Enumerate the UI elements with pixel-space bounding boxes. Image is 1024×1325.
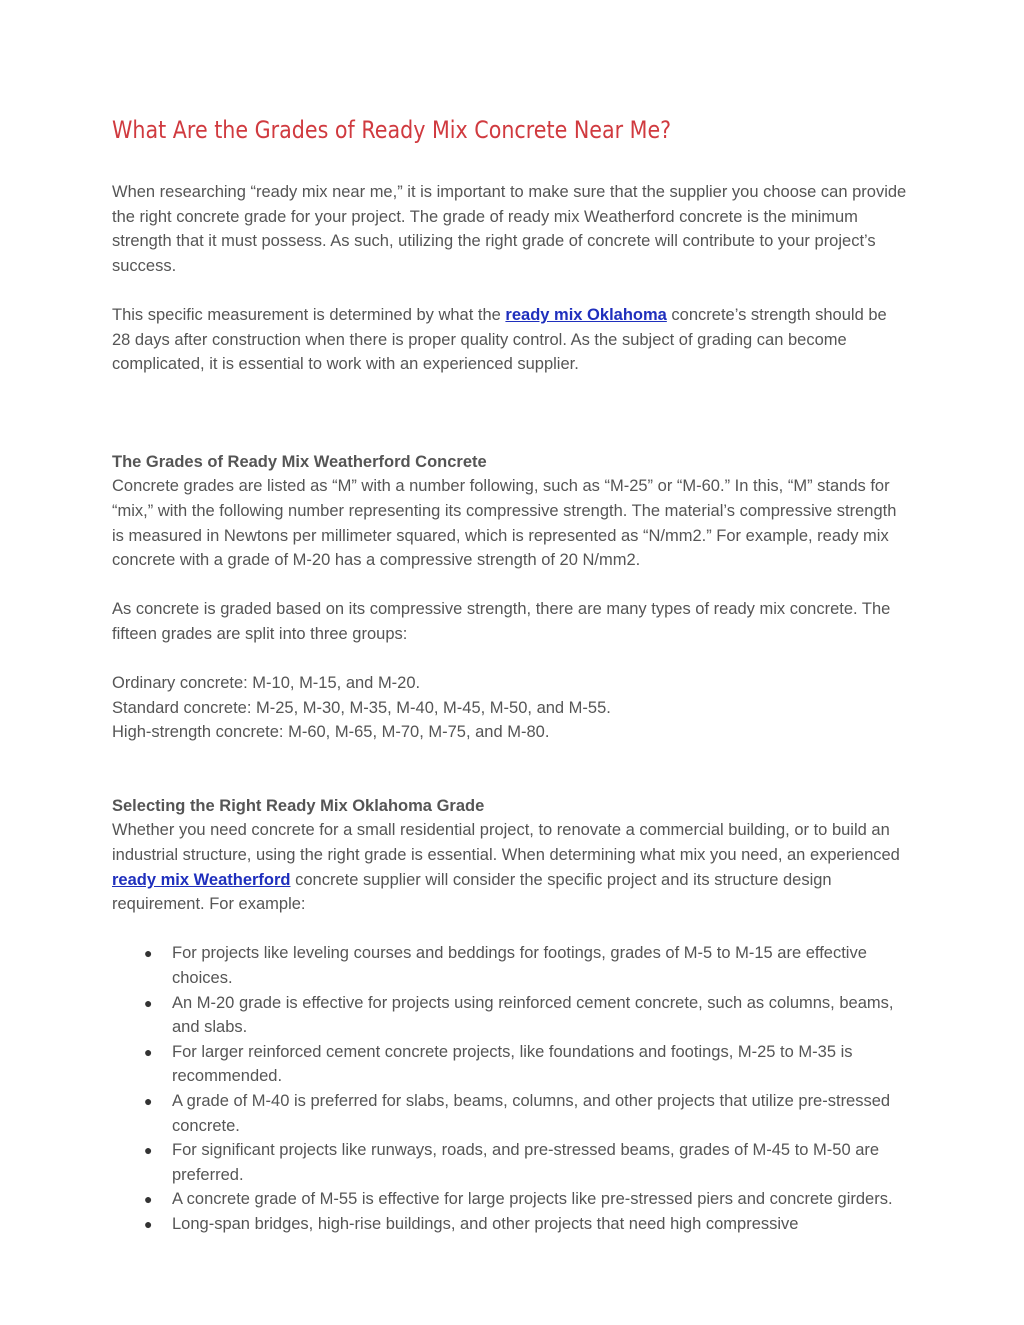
supplier-paragraph-text-after: concrete’s strength should be 28 days after construction when there is proper quality control. As the subject of grading can become complicated, it is essential to work with an experienced supplier. bbox=[112, 305, 887, 374]
ready-mix-oklahoma-link[interactable]: ready mix Oklahoma bbox=[505, 305, 667, 324]
list-item-text: For projects like leveling courses and beddings for footings, grades of M-5 to M-15 are effective choices. bbox=[172, 944, 867, 988]
list-item bbox=[112, 1089, 907, 1138]
section-heading-grades: The Grades of Ready Mix Weatherford Concrete bbox=[112, 452, 487, 471]
list-item bbox=[112, 1040, 907, 1089]
supplier-paragraph-text-before: This specific measurement is determined by what the bbox=[112, 305, 506, 324]
ready-mix-weatherford-link[interactable]: ready mix Weatherford bbox=[112, 870, 291, 889]
list-item-text: Long-span bridges, high-rise buildings, and other projects that need high compressive bbox=[172, 1214, 799, 1233]
bullet-icon: ● bbox=[144, 1191, 153, 1208]
grades-paragraph-1: Concrete grades are listed as “M” with a number following, such as “M-25” or “M-60.” In this, “M” stands for “mix,” with the following number representing its compressive strength. The material’s compressive strength is measured in Newtons per millimeter squared, which is represented as “N/mm2.” For example, ready mix concrete with a grade of M-20 has a compressive strength of 20 N/mm2. bbox=[112, 477, 897, 570]
list-item-text: For larger reinforced cement concrete projects, like foundations and footings, M-25 to M-35 is recommended. bbox=[172, 1042, 853, 1086]
bullet-icon: ● bbox=[144, 1043, 153, 1060]
grade-group-ordinary: Ordinary concrete: M-10, M-15, and M-20. bbox=[112, 674, 421, 693]
grades-paragraph-2: As concrete is graded based on its compressive strength, there are many types of ready mix concrete. The fifteen grades are split into three groups: bbox=[112, 600, 891, 643]
grade-recommendations-list bbox=[112, 941, 907, 1236]
grade-group-standard: Standard concrete: M-25, M-30, M-35, M-40, M-45, M-50, and M-55. bbox=[112, 698, 611, 717]
supplier-paragraph bbox=[112, 303, 907, 377]
list-item-text: A grade of M-40 is preferred for slabs, beams, columns, and other projects that utilize pre-stressed concrete. bbox=[172, 1092, 891, 1135]
list-item bbox=[112, 991, 907, 1040]
selecting-paragraph-text-before: Whether you need concrete for a small residential project, to renovate a commercial building, or to build an industrial structure, using the right grade is essential. When determining what mix you need, an experienced bbox=[112, 821, 900, 865]
document-body bbox=[112, 114, 907, 1237]
intro-paragraph: When researching “ready mix near me,” it is important to make sure that the supplier you choose can provide the right concrete grade for your project. The grade of ready mix Weatherford concrete is the minimum strength that it must possess. As such, utilizing the right grade of concrete will contribute to your project’s success. bbox=[112, 183, 907, 275]
selecting-paragraph bbox=[112, 818, 907, 916]
section-heading-selecting: Selecting the Right Ready Mix Oklahoma Grade bbox=[112, 796, 485, 815]
selecting-paragraph-text-after: concrete supplier will consider the specific project and its structure design requirement. For example: bbox=[112, 870, 832, 914]
list-item bbox=[112, 1138, 907, 1187]
bullet-icon: ● bbox=[144, 1215, 153, 1232]
list-item bbox=[112, 941, 907, 990]
bullet-icon: ● bbox=[144, 1142, 153, 1159]
bullet-icon: ● bbox=[144, 994, 153, 1011]
list-item bbox=[112, 1187, 907, 1212]
list-item-text: An M-20 grade is effective for projects using reinforced cement concrete, such as columns, beams, and slabs. bbox=[172, 993, 894, 1037]
list-item-text: For significant projects like runways, roads, and pre-stressed beams, grades of M-45 to M-50 are preferred. bbox=[172, 1141, 880, 1184]
bullet-icon: ● bbox=[144, 1093, 153, 1109]
grade-group-high-strength: High-strength concrete: M-60, M-65, M-70, M-75, and M-80. bbox=[112, 723, 550, 742]
list-item-text: A concrete grade of M-55 is effective for large projects like pre-stressed piers and concrete girders. bbox=[172, 1190, 893, 1209]
bullet-icon: ● bbox=[144, 945, 153, 962]
grade-groups bbox=[112, 671, 907, 745]
page-title: What Are the Grades of Ready Mix Concrete Near Me? bbox=[112, 116, 672, 144]
list-item bbox=[112, 1212, 907, 1237]
